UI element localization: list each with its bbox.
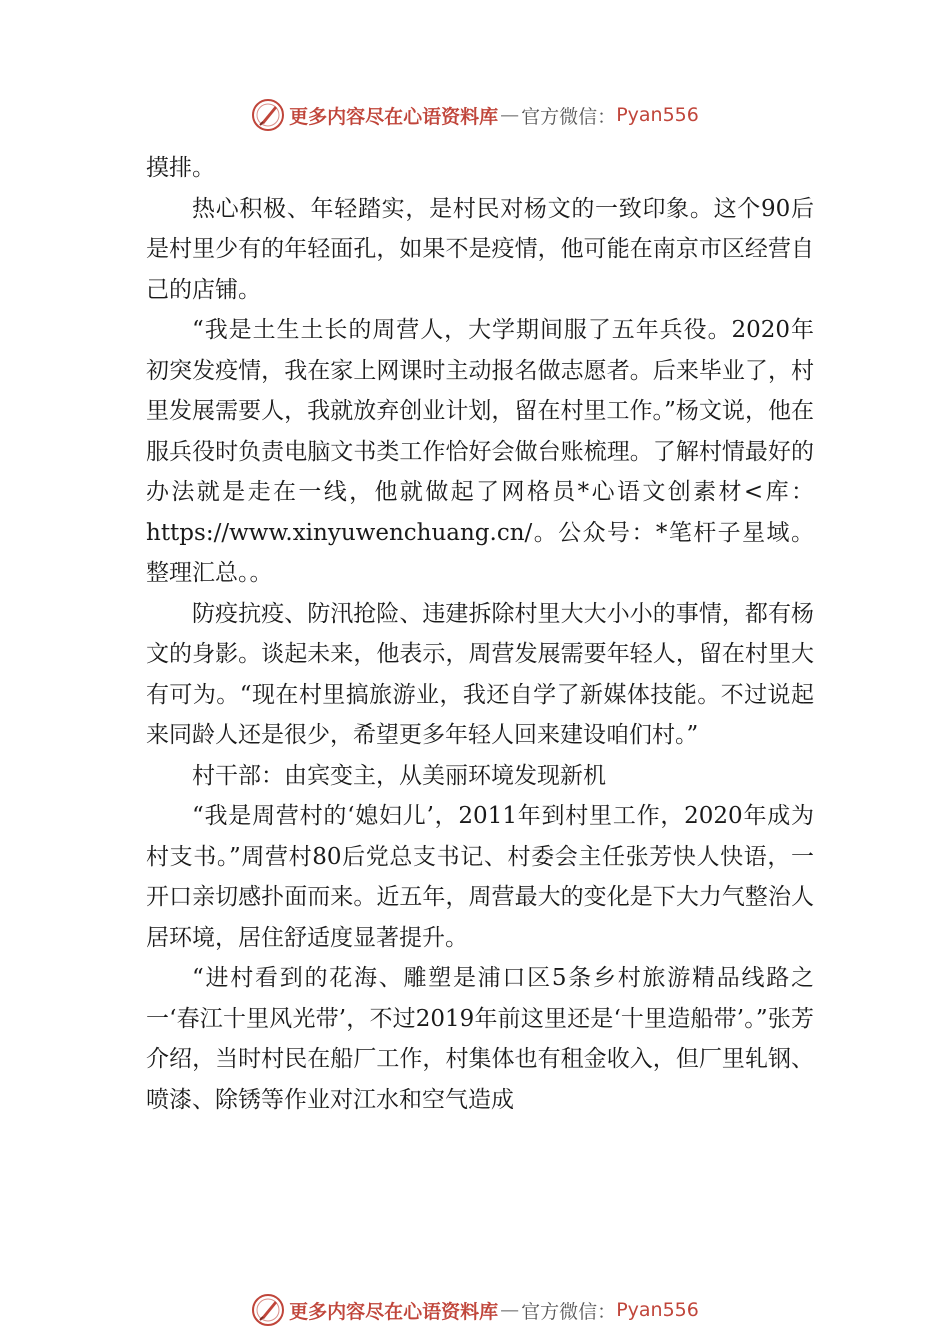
paragraph: “我是周营村的‘媳妇儿’，2011年到村里工作，2020年成为村支书。”周营村80后党总支书记、村委会主任张芳快人快语，一开口亲切感扑面而来。近五年，周营最大的变化是下大力气整治人居环境，居住舒适度显著提升。 (146, 803, 814, 951)
paragraph: “进村看到的花海、雕塑是浦口区5条乡村旅游精品线路之一‘春江十里风光带’，不过2019年前这里还是‘十里造船带’。”张芳介绍，当时村民在船厂工作，村集体也有租金收入，但厂里轧钢、喷漆、除锈等作业对江水和空气造成 (146, 965, 814, 1113)
paragraph: 热心积极、年轻踏实，是村民对杨文的一致印象。这个90后是村里少有的年轻面孔，如果不是疫情，他可能在南京市区经营自己的店铺。 (146, 195, 814, 303)
banner-wechat-id: Pyan556 (616, 104, 699, 126)
document-body (146, 148, 814, 1120)
section-heading: 村干部：由宾变主，从美丽环境发现新机 (192, 762, 606, 789)
paragraph: 防疫抗疫、防汛抢险、违建拆除村里大大小小的事情，都有杨文的身影。谈起未来，他表示，周营发展需要年轻人，留在村里大有可为。“现在村里搞旅游业，我还自学了新媒体技能。不过说起来同龄人还是很少，希望更多年轻人回来建设咱们村。” (146, 600, 814, 748)
banner-wechat-label: 官方微信： (521, 1300, 617, 1323)
banner-dash: — (500, 104, 520, 126)
banner-dash: — (500, 1299, 520, 1321)
banner-wechat-id: Pyan556 (616, 1299, 699, 1321)
quill-logo-icon (251, 1293, 285, 1327)
paragraph: 摸排。 (146, 155, 215, 181)
banner-wechat-label: 官方微信： (521, 105, 617, 128)
paragraph: “我是土生土长的周营人，大学期间服了五年兵役。2020年初突发疫情，我在家上网课时主动报名做志愿者。后来毕业了，村里发展需要人，我就放弃创业计划，留在村里工作。”杨文说，他在服兵役时负责电脑文书类工作恰好会做台账梳理。了解村情最好的办法就是走在一线，他就做起了网格员*心语文创素材<库：https://www.xinyuwenchuang.cn/。公众号：*笔杆子星域。整理汇总。。 (146, 317, 814, 586)
quill-logo-icon (251, 98, 285, 132)
banner-main-text: 更多内容尽在心语资料库 (289, 1300, 499, 1323)
footer-banner (0, 1290, 950, 1330)
header-banner (0, 95, 950, 135)
banner-main-text: 更多内容尽在心语资料库 (289, 105, 499, 128)
